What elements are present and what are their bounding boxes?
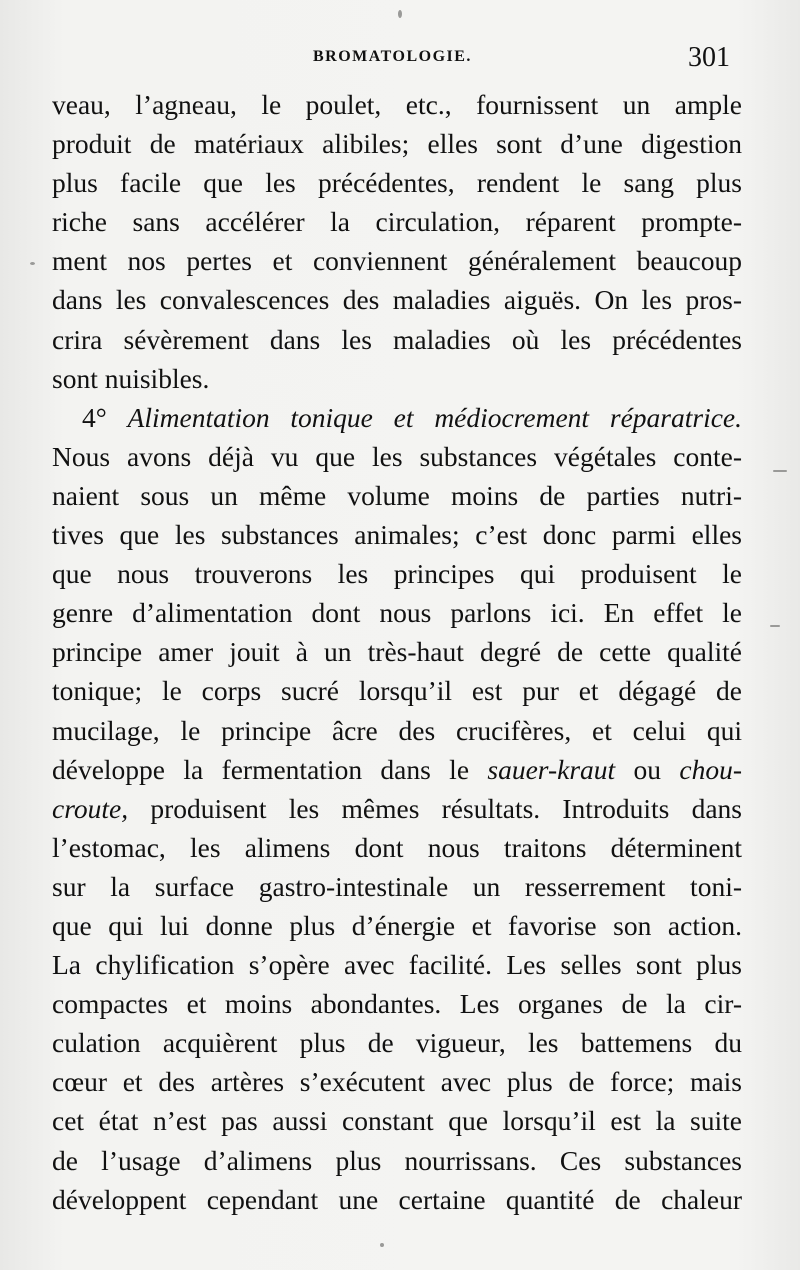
text-line: produit de matériaux alibiles; elles sont d’une digestion bbox=[52, 128, 742, 160]
text-line: dans les convalescences des maladies aiguës. On les pros- bbox=[52, 284, 742, 316]
page-header bbox=[0, 42, 800, 82]
text-line: mucilage, le principe âcre des crucifères, et celui qui bbox=[52, 714, 742, 746]
text-line: Nous avons déjà vu que les substances végétales conte- bbox=[52, 440, 742, 472]
italic-term: chou- bbox=[679, 753, 742, 785]
text-line: genre d’alimentation dont nous parlons ici. En effet le bbox=[52, 597, 742, 629]
text-run: développe la fermentation dans le bbox=[52, 753, 488, 785]
text-line: plus facile que les précédentes, rendent le sang plus bbox=[52, 167, 742, 199]
section-title: Alimentation tonique et médiocrement réparatrice. bbox=[127, 401, 742, 433]
page-number: 301 bbox=[688, 42, 730, 73]
section-number: 4° bbox=[82, 401, 107, 433]
text-line: cœur et des artères s’exécutent avec plus de force; mais bbox=[52, 1066, 742, 1098]
text-line: veau, l’agneau, le poulet, etc., fournissent un ample bbox=[52, 89, 742, 120]
text-line: principe amer jouit à un très-haut degré de cette qualité bbox=[52, 636, 742, 668]
text-line: riche sans accélérer la circulation, réparent prompte- bbox=[52, 206, 742, 238]
ink-speck bbox=[773, 470, 787, 472]
text-line: l’estomac, les alimens dont nous traitons déterminent bbox=[52, 831, 742, 863]
section-heading bbox=[52, 398, 742, 437]
text-line: cet état n’est pas aussi constant que lorsqu’il est la suite bbox=[52, 1105, 742, 1137]
text-line bbox=[52, 789, 742, 828]
running-head: BROMATOLOGIE. bbox=[313, 48, 472, 65]
text-line: sont nuisibles. bbox=[52, 362, 210, 394]
ink-speck bbox=[770, 625, 780, 627]
ink-speck bbox=[30, 262, 35, 265]
text-line: que qui lui donne plus d’énergie et favorise son action. bbox=[52, 909, 742, 941]
body-text bbox=[52, 85, 742, 1219]
ink-speck bbox=[398, 10, 402, 18]
text-line: crira sévèrement dans les maladies où les précédentes bbox=[52, 323, 742, 355]
text-line: tives que les substances animales; c’est donc parmi elles bbox=[52, 519, 742, 551]
text-line bbox=[52, 750, 742, 789]
text-line: ment nos pertes et conviennent généralement beaucoup bbox=[52, 245, 742, 277]
ink-speck bbox=[380, 1243, 384, 1247]
text-line: La chylification s’opère avec facilité. Les selles sont plus bbox=[52, 949, 742, 981]
text-line: que nous trouverons les principes qui produisent le bbox=[52, 558, 742, 590]
text-line: tonique; le corps sucré lorsqu’il est pur et dégagé de bbox=[52, 675, 742, 707]
text-run: produisent les mêmes résultats. Introduits dans bbox=[128, 792, 742, 824]
text-line: de l’usage d’alimens plus nourrissans. Ces substances bbox=[52, 1144, 742, 1176]
italic-term: croute, bbox=[52, 792, 129, 824]
italic-term: sauer-kraut bbox=[487, 753, 616, 785]
text-line: développent cependant une certaine quantité de chaleur bbox=[52, 1183, 742, 1215]
text-line: compactes et moins abondantes. Les organes de la cir- bbox=[52, 988, 742, 1020]
text-line: naient sous un même volume moins de parties nutri- bbox=[52, 479, 742, 511]
text-line: sur la surface gastro-intestinale un resserrement toni- bbox=[52, 870, 742, 902]
text-line: culation acquièrent plus de vigueur, les battemens du bbox=[52, 1027, 742, 1059]
text-run: ou bbox=[615, 753, 680, 785]
